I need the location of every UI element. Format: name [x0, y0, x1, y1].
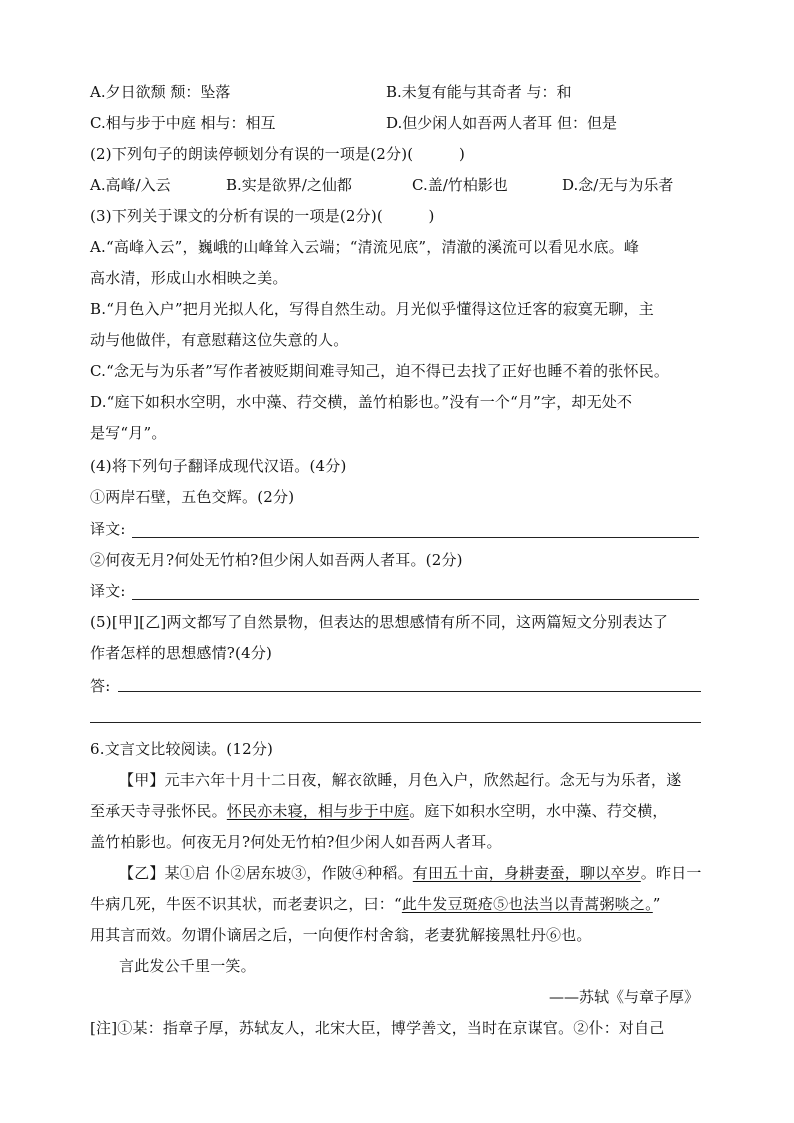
- q2-stem: (2)下列句子的朗读停顿划分有误的一项是(2分)( ): [90, 145, 466, 163]
- q1-option-a: A.夕日欲颓 颓：坠落: [90, 83, 231, 101]
- q6-note: [注]①某：指章子厚，苏轼友人，北宋大臣，博学善文，当时在京谋官。②仆：对自己: [90, 1019, 665, 1037]
- q6-yi-line2: [90, 895, 661, 913]
- q1-option-d: D.但少闲人如吾两人者耳 但：但是: [386, 114, 618, 132]
- q6-yi-underlined-sentence-1: 有田五十亩，身耕妻蚕，聊以卒岁: [412, 864, 641, 882]
- q3-option-b-line2: 动与他做伴，有意慰藉这位失意的人。: [90, 331, 349, 349]
- q5-stem-line2: 作者怎样的思想感情?(4分): [90, 644, 273, 662]
- q6-jia-line1: 【甲】元丰六年十月十二日夜，解衣欲睡，月色入户，欣然起行。念无与为乐者，遂: [119, 771, 682, 789]
- q5-answer-line-1[interactable]: [118, 691, 701, 692]
- q6-yi-line2-end: ”: [652, 895, 661, 913]
- q6-yi-line1-start: 【乙】某①启 仆②居东坡③，作陂④种稻。: [119, 864, 413, 882]
- q4-item-1: ①两岸石壁，五色交辉。(2分): [90, 488, 295, 506]
- q3-option-a-line2: 高水清，形成山水相映之美。: [90, 269, 288, 287]
- q4-answer-label-1: 译文:: [90, 520, 126, 538]
- q6-yi-line1: [119, 864, 702, 882]
- q1-option-c: C.相与步于中庭 相与：相互: [90, 114, 276, 132]
- q2-option-b: B.实是欲界/之仙都: [226, 176, 352, 194]
- q6-jia-line2: [90, 802, 668, 820]
- q4-answer-label-2: 译文:: [90, 582, 126, 600]
- q3-option-d-line2: 是写“月”。: [90, 424, 167, 442]
- q6-yi-line3: 用其言而效。勿谓仆谪居之后，一向便作村舍翁，老妻犹解接黑牡丹⑥也。: [90, 926, 592, 944]
- q3-option-b-line1: B.“月色入户”把月光拟人化，写得自然生动。月光似乎懂得这位迁客的寂寞无聊，主: [90, 300, 654, 318]
- q3-option-c-line1: C.“念无与为乐者”写作者被贬期间难寻知己，迫不得已去找了正好也睡不着的张怀民。: [90, 362, 670, 380]
- q6-yi-line1-end: 。昨日一: [640, 864, 702, 882]
- q6-jia-line2-start: 至承天寺寻张怀民。: [90, 802, 227, 820]
- q6-title: 6.文言文比较阅读。(12分): [90, 740, 274, 758]
- q6-jia-line2-end: 。庭下如积水空明，水中藻、荇交横，: [409, 802, 668, 820]
- q4-answer-line-1[interactable]: [132, 537, 699, 538]
- q3-stem: (3)下列关于课文的分析有误的一项是(2分)( ): [90, 207, 435, 225]
- q4-item-2: ②何夜无月?何处无竹柏?但少闲人如吾两人者耳。(2分): [90, 551, 463, 569]
- q2-option-c: C.盖/竹柏影也: [412, 176, 508, 194]
- q1-option-b: B.未复有能与其奇者 与：和: [386, 83, 572, 101]
- q4-answer-line-2[interactable]: [132, 599, 699, 600]
- q6-yi-line4: 言此发公千里一笑。: [119, 957, 256, 975]
- q6-jia-line3: 盖竹柏影也。何夜无月?何处无竹柏?但少闲人如吾两人者耳。: [90, 833, 502, 851]
- q2-option-d: D.念/无与为乐者: [562, 176, 674, 194]
- q6-jia-underlined-sentence: 怀民亦未寝，相与步于中庭: [226, 802, 410, 820]
- q3-option-d-line1: D.“庭下如积水空明，水中藻、荇交横，盖竹柏影也。”没有一个“月”字，却无处不: [90, 393, 633, 411]
- q2-option-a: A.高峰/入云: [90, 176, 171, 194]
- q6-yi-underlined-sentence-2: 此牛发豆斑疮⑤也法当以青蒿粥啖之。: [401, 895, 653, 913]
- q5-answer-line-2[interactable]: [90, 722, 701, 723]
- q3-option-a-line1: A.“高峰入云”，巍峨的山峰耸入云端；“清流见底”，清澈的溪流可以看见水底。峰: [90, 238, 640, 256]
- q6-source: ——苏轼《与章子厚》: [548, 988, 699, 1006]
- q6-yi-line2-start: 牛病几死，牛医不识其状，而老妻识之，曰：“: [90, 895, 402, 913]
- q5-answer-label: 答:: [90, 677, 111, 695]
- q5-stem-line1: (5)[甲][乙]两文都写了自然景物，但表达的思想感情有所不同，这两篇短文分别表达了: [90, 613, 669, 631]
- q4-stem: (4)将下列句子翻译成现代汉语。(4分): [90, 457, 347, 475]
